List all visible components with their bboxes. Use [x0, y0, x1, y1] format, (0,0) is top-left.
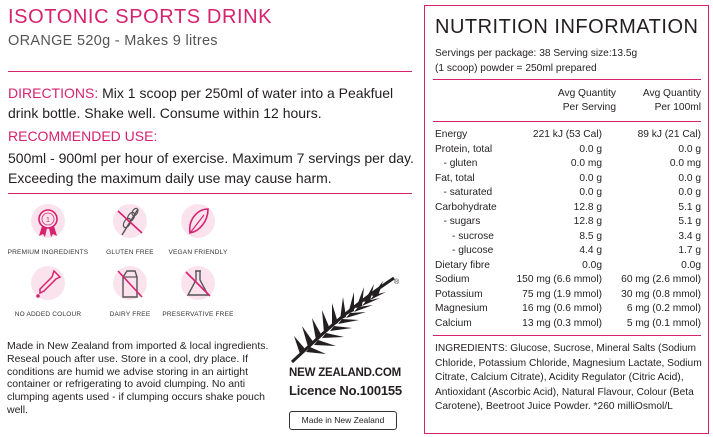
nutrition-row: [435, 187, 701, 202]
header-line: Per Serving: [562, 102, 616, 113]
badge-label: NO ADDED COLOUR: [14, 311, 82, 318]
per-serving-value: 8.5 g: [579, 230, 602, 242]
scoop-line: (1 scoop) powder = 250ml prepared: [435, 63, 597, 74]
per-serving-value: 0.0 g: [579, 187, 602, 198]
nutrient-label: Protein, total: [435, 143, 493, 155]
per-100ml-value: 0.0 mg: [669, 158, 701, 169]
nutrient-label: Fat, total: [435, 172, 475, 184]
directions-body: Mix 1 scoop per 250ml of water into a Peakfuel drink bottle. Shake well. Consume within 12 hours.: [8, 85, 394, 121]
per-serving-value: 150 mg (6.6 mmol): [516, 274, 602, 285]
preservative-free-flask-icon: [178, 265, 218, 307]
per-100ml-value: 0.0 g: [678, 187, 701, 198]
ingredients-text: INGREDIENTS: Glucose, Sucrose, Mineral Salts (Sodium Chloride, Potassium Chloride, Magnesium Lactate, Sodium Citrate, Calcium Citrate), Acidity Regulator (Citric Acid), Antioxidant (Ascorbic Acid), Natural Flavour, Colour (Beta Carotene), Beetroot Juice Powder. *260 milliOsmol/L: [435, 343, 702, 412]
nutrition-row: [435, 289, 701, 304]
nutrient-label: Energy: [435, 129, 468, 140]
nutrition-row: [435, 173, 701, 188]
divider: [433, 121, 701, 122]
per-100ml-value: 3.4 g: [678, 230, 701, 242]
per-100ml-value: 30 mg (0.8 mmol): [621, 288, 701, 300]
per-100ml-value: 60 mg (2.6 mmol): [621, 274, 701, 285]
nutrition-row: [435, 129, 701, 144]
per-serving-value: 13 mg (0.3 mmol): [522, 317, 602, 329]
no-added-colour-dropper-icon: [28, 265, 68, 307]
nutrient-label: Calcium: [435, 317, 472, 329]
per-serving-value: 221 kJ (53 Cal): [532, 129, 602, 140]
nutrient-label: - gluten: [435, 158, 478, 169]
nutrition-row: [435, 245, 701, 260]
per-serving-value: 0.0 g: [579, 143, 602, 155]
per-serving-value: 16 mg (0.6 mmol): [522, 303, 602, 314]
nutrition-row: [435, 260, 701, 275]
per-100ml-header: [615, 87, 701, 115]
recommended-use-label: RECOMMENDED USE:: [8, 128, 158, 144]
per-100ml-value: 89 kJ (21 Cal): [637, 129, 701, 140]
divider: [8, 193, 412, 194]
nutrient-label: Magnesium: [435, 303, 488, 314]
nutrition-row: [435, 202, 701, 217]
per-100ml-value: 0.0 g: [678, 143, 701, 155]
nutrition-row: [435, 303, 701, 318]
made-in-new-zealand-badge: Made in New Zealand: [289, 411, 397, 430]
badge-preservative-free: [156, 265, 240, 318]
nutrient-label: - sugars: [435, 216, 481, 227]
servings-line: Servings per package: 38 Serving size:13.5g: [435, 48, 638, 59]
nutrition-panel: [424, 5, 709, 434]
header-line: Avg Quantity: [642, 88, 701, 99]
nutrition-table: [435, 129, 701, 332]
directions-label: DIRECTIONS:: [8, 85, 99, 101]
per-100ml-value: 1.7 g: [678, 245, 701, 256]
nutrition-row: [435, 274, 701, 289]
divider: [433, 79, 701, 80]
nutrient-label: - glucose: [435, 245, 494, 256]
nutrition-title: NUTRITION INFORMATION: [435, 16, 699, 38]
badge-vegan-friendly: [156, 203, 240, 256]
product-title: ISOTONIC SPORTS DRINK: [8, 6, 273, 28]
per-serving-value: 12.8 g: [573, 201, 602, 213]
per-100ml-value: 5.1 g: [678, 216, 701, 227]
divider: [8, 71, 412, 72]
badge-label: PREMIUM INGREDIENTS: [7, 249, 89, 256]
per-100ml-value: 6 mg (0.2 mmol): [626, 303, 701, 314]
badge-no-added-colour: [6, 265, 90, 318]
per-serving-value: 0.0 g: [579, 172, 602, 184]
per-serving-header: [525, 87, 616, 115]
nutrient-label: Carbohydrate: [435, 201, 497, 213]
badge-premium-ingredients: [6, 203, 90, 256]
per-100ml-value: 0.0g: [681, 259, 701, 271]
badge-label: GLUTEN FREE: [106, 249, 154, 256]
product-subtitle: ORANGE 520g - Makes 9 litres: [8, 33, 218, 49]
gluten-free-wheat-icon: [110, 203, 150, 245]
nutrition-row: [435, 318, 701, 333]
per-100ml-value: 0.0 g: [678, 172, 701, 184]
header-line: Avg Quantity: [557, 88, 616, 99]
badge-label: DAIRY FREE: [109, 311, 151, 318]
per-serving-value: 4.4 g: [579, 245, 602, 256]
svg-text:1: 1: [46, 217, 50, 224]
badge-label: VEGAN FRIENDLY: [168, 249, 228, 256]
made-in-new-zealand-text: Made in New Zealand from imported & local ingredients. Reseal pouch after use. Store in a cool, dry place. If conditions are humid we advise storing in an airtight container or refrigerating to avoid clumping. No anti clumping agents used - if clumping occurs shake pouch well.: [7, 340, 269, 416]
nutrient-label: Potassium: [435, 288, 483, 300]
nutrition-row: [435, 158, 701, 173]
fernmark-logo: [286, 270, 406, 366]
registered-mark: ®: [394, 279, 400, 286]
nutrient-label: Sodium: [435, 274, 470, 285]
nutrient-label: Dietary fibre: [435, 259, 490, 271]
premium-ingredients-medal-icon: [28, 203, 68, 245]
nutrient-label: - saturated: [435, 187, 493, 198]
per-serving-value: 0.0 mg: [570, 158, 602, 169]
dairy-free-milk-carton-icon: [110, 265, 150, 307]
header-line: Per 100ml: [654, 102, 701, 113]
per-100ml-value: 5 mg (0.1 mmol): [626, 317, 701, 329]
divider: [433, 335, 701, 336]
per-serving-value: 0.0g: [582, 259, 602, 271]
nutrition-row: [435, 144, 701, 159]
recommended-use-text: 500ml - 900ml per hour of exercise. Maximum 7 servings per day. Exceeding the maximum daily use may cause harm.: [8, 150, 414, 186]
per-serving-value: 75 mg (1.9 mmol): [522, 288, 602, 300]
badge-label: PRESERVATIVE FREE: [162, 311, 234, 318]
new-zealand-website: NEW ZEALAND.COM: [289, 367, 401, 379]
directions-text: [8, 83, 418, 123]
per-100ml-value: 5.1 g: [678, 201, 701, 213]
licence-number: Licence No.100155: [289, 383, 402, 398]
nutrition-row: [435, 231, 701, 246]
vegan-leaf-icon: [178, 203, 218, 245]
nutrition-row: [435, 216, 701, 231]
per-serving-value: 12.8 g: [573, 216, 602, 227]
nutrient-label: - sucrose: [435, 230, 494, 242]
